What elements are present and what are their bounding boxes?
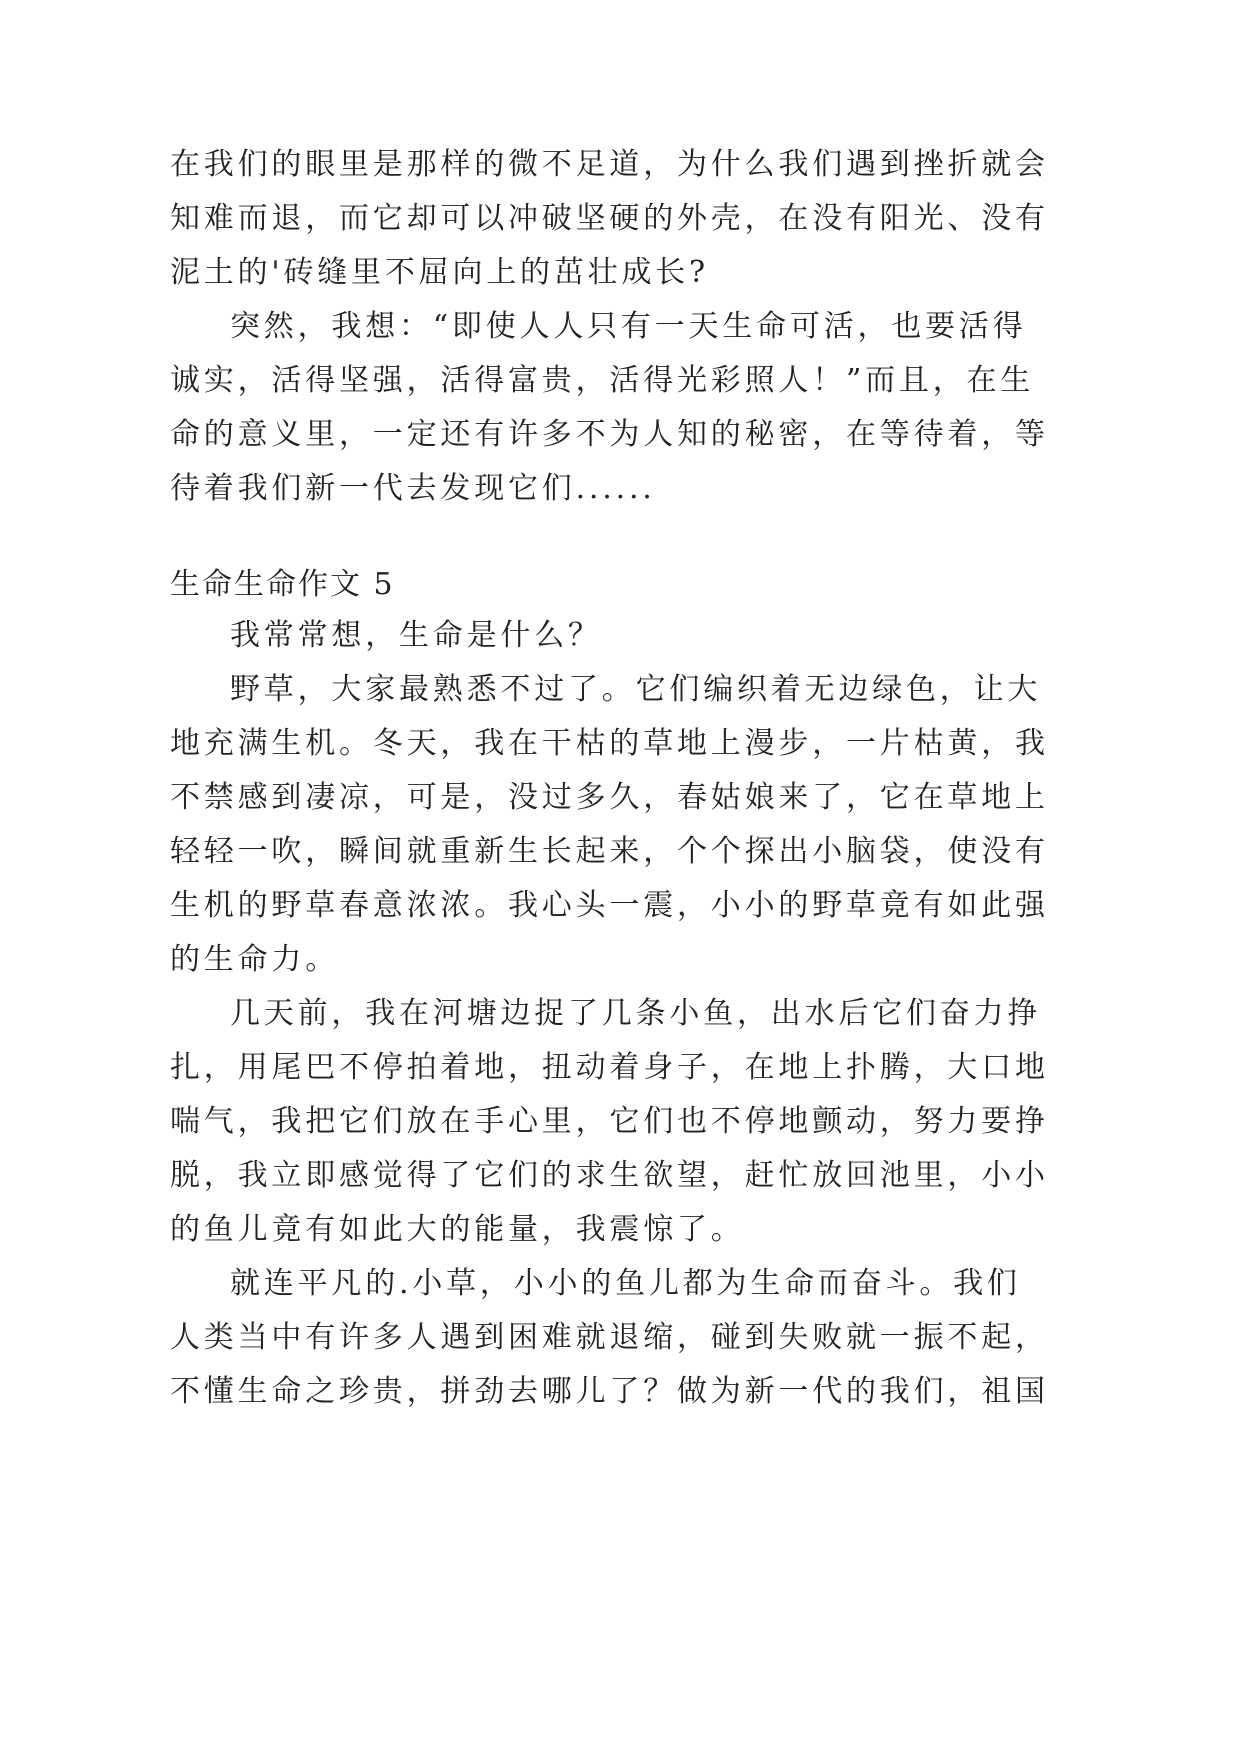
paragraph-line: 在我们的眼里是那样的微不足道，为什么我们遇到挫折就会 — [170, 147, 1049, 182]
paragraph-line: 喘气，我把它们放在手心里，它们也不停地颤动，努力要挣 — [170, 1104, 1049, 1139]
paragraph-line: 就连平凡的.小草，小小的鱼儿都为生命而奋斗。我们 — [230, 1266, 1021, 1301]
paragraph-line: 几天前，我在河塘边捉了几条小鱼，出水后它们奋力挣 — [230, 996, 1042, 1031]
paragraph-line: 待着我们新一代去发现它们...... — [170, 471, 656, 506]
paragraph-line: 我常常想，生命是什么？ — [230, 618, 602, 653]
paragraph-line: 人类当中有许多人遇到困难就退缩，碰到失败就一振不起， — [170, 1320, 1049, 1355]
paragraph-line: 轻轻一吹，瞬间就重新生长起来，个个探出小脑袋，使没有 — [170, 834, 1049, 869]
paragraph-line: 地充满生机。冬天，我在干枯的草地上漫步，一片枯黄，我 — [170, 726, 1049, 761]
paragraph-line: 泥土的'砖缝里不屈向上的茁壮成长? — [170, 255, 709, 290]
section-title: 生命生命作文 5 — [170, 567, 395, 602]
paragraph-line: 野草，大家最熟悉不过了。它们编织着无边绿色，让大 — [230, 672, 1042, 707]
paragraph-line: 的生命力。 — [170, 942, 339, 977]
paragraph-line: 扎，用尾巴不停拍着地，扭动着身子，在地上扑腾，大口地 — [170, 1050, 1049, 1085]
paragraph-line: 的鱼儿竟有如此大的能量，我震惊了。 — [170, 1212, 745, 1247]
paragraph-line: 脱，我立即感觉得了它们的求生欲望，赶忙放回池里，小小 — [170, 1158, 1049, 1193]
paragraph-line: 不禁感到凄凉，可是，没过多久，春姑娘来了，它在草地上 — [170, 780, 1049, 815]
paragraph-line: 突然，我想：“即使人人只有一天生命可活，也要活得 — [230, 309, 1027, 344]
paragraph-line: 不懂生命之珍贵，拼劲去哪儿了？做为新一代的我们，祖国 — [170, 1374, 1049, 1409]
paragraph-line: 诚实，活得坚强，活得富贵，活得光彩照人！”而且，在生 — [170, 363, 1035, 398]
paragraph-line: 生机的野草春意浓浓。我心头一震，小小的野草竟有如此强 — [170, 888, 1049, 923]
paragraph-line: 知难而退，而它却可以冲破坚硬的外壳，在没有阳光、没有 — [170, 201, 1049, 236]
paragraph-line: 命的意义里，一定还有许多不为人知的秘密，在等待着，等 — [170, 417, 1049, 452]
